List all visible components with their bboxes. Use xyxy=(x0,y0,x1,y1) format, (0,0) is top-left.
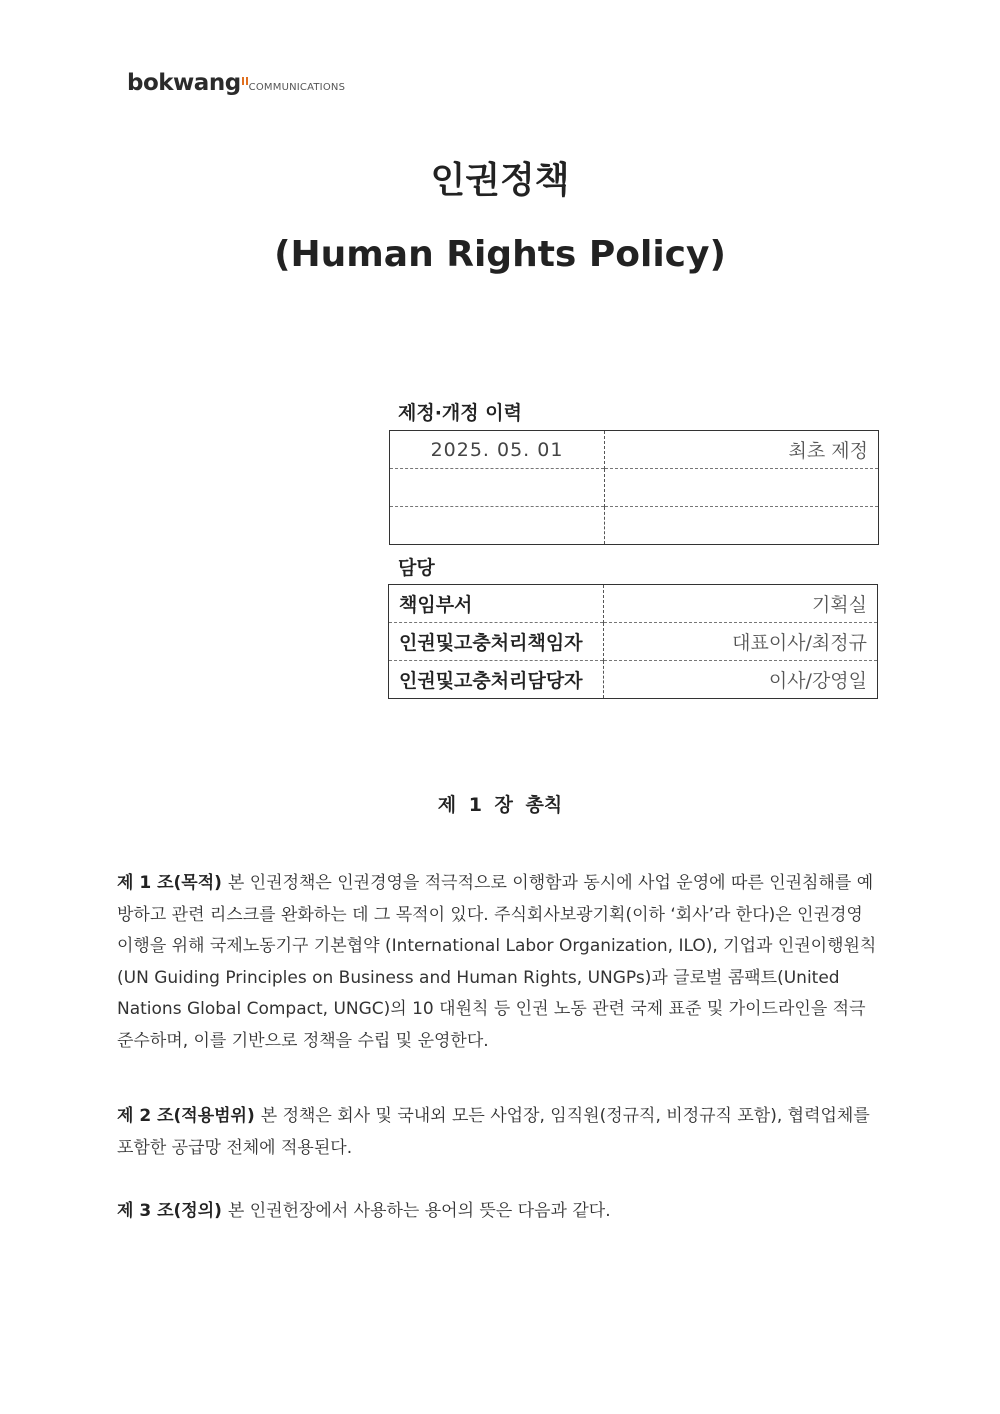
document-title-english: (Human Rights Policy) xyxy=(274,234,726,275)
revision-date xyxy=(390,507,605,545)
article-body: 본 인권헌장에서 사용하는 용어의 뜻은 다음과 같다. xyxy=(227,1201,611,1221)
article-title: 제 2 조(적용범위) xyxy=(117,1106,255,1126)
article-body: 본 정책은 회사 및 국내외 모든 사업장, 임직원(정규직, 비정규직 포함), 협력업체를 포함한 공급망 전체에 적용된다. xyxy=(117,1106,870,1158)
table-row xyxy=(389,585,878,623)
article-scope xyxy=(117,1101,882,1164)
revision-date: 2025. 05. 01 xyxy=(430,438,564,461)
ownership-role: 인권및고충처리책임자 xyxy=(389,623,604,661)
ownership-table xyxy=(388,584,878,699)
revision-history-label: 제정·개정 이력 xyxy=(398,402,522,424)
revision-note xyxy=(605,507,879,545)
table-row xyxy=(390,431,879,469)
ownership-role: 인권및고충처리담당자 xyxy=(389,661,604,699)
revision-note xyxy=(605,469,879,507)
table-row xyxy=(390,507,879,545)
ownership-label: 담당 xyxy=(398,557,435,579)
table-row xyxy=(389,623,878,661)
ownership-value: 대표이사/최정규 xyxy=(604,623,878,661)
ownership-value: 이사/강영일 xyxy=(604,661,878,699)
logo-accent-bars-icon xyxy=(242,77,248,85)
ownership-value: 기획실 xyxy=(604,585,878,623)
article-purpose xyxy=(117,868,882,1057)
logo-subtitle: COMMUNICATIONS xyxy=(248,82,346,93)
chapter-heading: 제 1 장 총칙 xyxy=(437,794,563,816)
company-logo xyxy=(127,72,345,95)
revision-date xyxy=(390,469,605,507)
article-definitions xyxy=(117,1196,882,1228)
article-title: 제 3 조(정의) xyxy=(117,1201,222,1221)
logo-wordmark: bokwang xyxy=(127,70,241,96)
document-title-korean: 인권정책 xyxy=(430,160,570,201)
ownership-role: 책임부서 xyxy=(399,594,473,616)
revision-history-table xyxy=(389,430,879,545)
table-row xyxy=(389,661,878,699)
table-row xyxy=(390,469,879,507)
article-title: 제 1 조(목적) xyxy=(117,873,222,893)
article-body: 본 인권정책은 인권경영을 적극적으로 이행함과 동시에 사업 운영에 따른 인권침해를 예방하고 관련 리스크를 완화하는 데 그 목적이 있다. 주식회사보광기획(이하 ‘회사’라 한다)은 인권경영 이행을 위해 국제노동기구 기본협약 (International Labor Organization, ILO), 기업과 인권이행원칙(UN Guiding Principles on Business and Human Rights, UNGPs)과 글로벌 콤팩트(United Nations Global Compact, UNGC)의 10 대원칙 등 인권 노동 관련 국제 표준 및 가이드라인을 적극 준수하며, 이를 기반으로 정책을 수립 및 운영한다. xyxy=(117,873,877,1051)
revision-note: 최초 제정 xyxy=(605,431,879,469)
